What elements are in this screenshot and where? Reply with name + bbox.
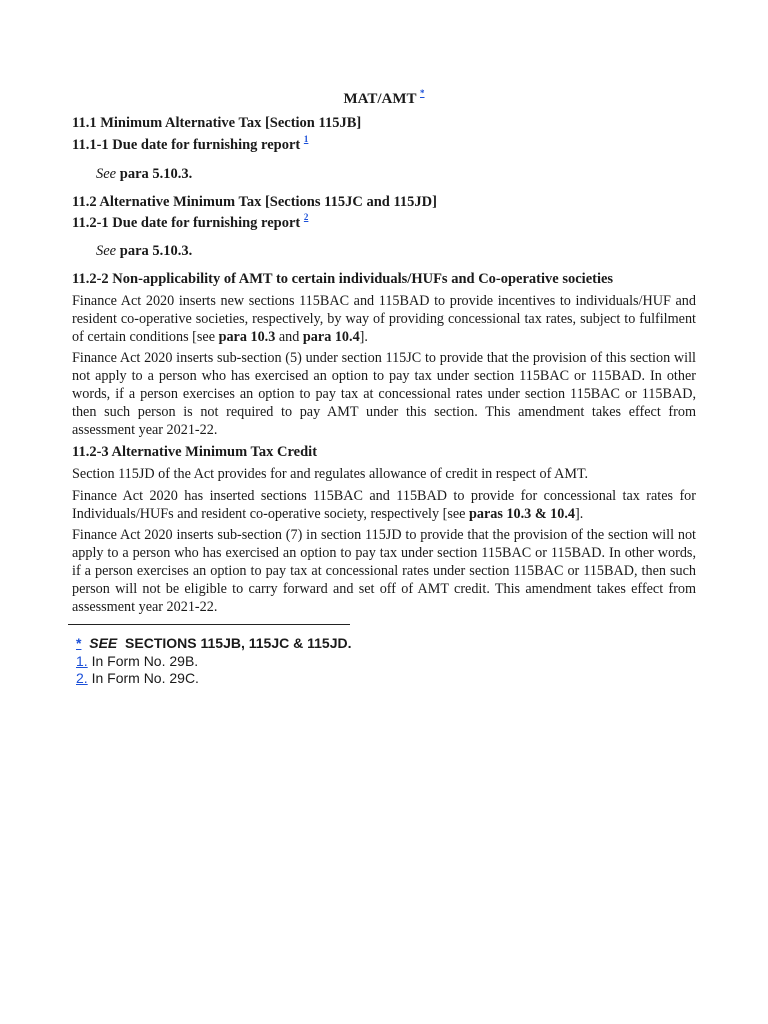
see-reference-1 xyxy=(96,164,192,184)
paragraph-4 xyxy=(72,487,696,523)
footnote-1-text: In Form No. 29B. xyxy=(91,653,199,669)
paras-ref: paras 10.3 & 10.4 xyxy=(469,506,576,522)
footnote-1-link[interactable]: 1 xyxy=(303,134,309,144)
page-title xyxy=(72,89,696,109)
footnote-2-link[interactable]: 2 xyxy=(303,212,309,222)
paragraph-1-text: Finance Act 2020 inserts new sections 115BAC and 115BAD to provide incentives to individuals/HUF and resident co-operative societies, respectively, by way of providing concessional tax rates, subject to fulfilment of certain conditions [see xyxy=(72,293,696,345)
paragraph-1-mid: and xyxy=(275,329,303,345)
heading-11-2-2: 11.2-2 Non-applicability of AMT to certain individuals/HUFs and Co-operative societies xyxy=(72,271,614,287)
heading-11-2: 11.2 Alternative Minimum Tax [Sections 115JC and 115JD] xyxy=(72,194,437,210)
para-ref-10-4: para 10.4 xyxy=(302,329,360,345)
paragraph-4-end: ]. xyxy=(575,506,584,522)
heading-11-2-3: 11.2-3 Alternative Minimum Tax Credit xyxy=(72,444,318,460)
footnote-star-marker[interactable]: * xyxy=(76,635,82,651)
heading-11-2-1-text: 11.2-1 Due date for furnishing report xyxy=(72,215,301,231)
footnote-star-text: SECTIONS 115JB, 115JC & 115JD. xyxy=(125,635,352,651)
para-ref-10-3: para 10.3 xyxy=(218,329,276,345)
footnote-2 xyxy=(76,669,199,687)
footnote-star-see: SEE xyxy=(89,635,118,651)
heading-11-1-1-text: 11.1-1 Due date for furnishing report xyxy=(72,137,301,153)
paragraph-5: Finance Act 2020 inserts sub-section (7) in section 115JD to provide that the provision of the section will not apply to a person who has exercised an option to pay tax under section 115BAC or 115BAD. In other words, if a person exercises an option to pay tax at concessional rates under section 115BAC or 115BAD, then such person will not be eligible to carry forward and set off of AMT credit. This amendment takes effect from assessment year 2021-22. xyxy=(72,527,696,615)
paragraph-2: Finance Act 2020 inserts sub-section (5) under section 115JC to provide that the provision of this section will not apply to a person who has exercised an option to pay tax under section 115BAC or 115BAD. In other words, if a person exercises an option to pay tax at concessional rates under section 115BAC or 115BAD, then such person is not required to pay AMT under this section. This amendment takes effect from assessment year 2021-22. xyxy=(72,350,696,438)
footnote-divider xyxy=(68,624,350,625)
paragraph-1-end: ]. xyxy=(359,329,368,345)
heading-11-2-1 xyxy=(72,213,308,233)
see-label: See xyxy=(96,243,117,259)
footnote-2-text: In Form No. 29C. xyxy=(91,670,199,686)
footnote-1 xyxy=(76,652,198,670)
see-reference-2 xyxy=(96,241,192,261)
title-text: MAT/AMT xyxy=(343,91,417,107)
heading-11-1-1 xyxy=(72,135,308,155)
title-footnote-link[interactable]: * xyxy=(420,88,425,98)
footnote-star xyxy=(76,634,352,652)
see-para: para 5.10.3. xyxy=(119,243,193,259)
paragraph-1 xyxy=(72,292,696,346)
paragraph-4-text: Finance Act 2020 has inserted sections 115BAC and 115BAD to provide for concessional tax rates for Individuals/HUFs and resident co-operative society, respectively [see xyxy=(72,488,696,522)
footnote-2-marker[interactable]: 2. xyxy=(76,670,88,686)
see-para: para 5.10.3. xyxy=(119,166,193,182)
heading-11-1: 11.1 Minimum Alternative Tax [Section 115JB] xyxy=(72,115,362,131)
footnote-1-marker[interactable]: 1. xyxy=(76,653,88,669)
paragraph-3: Section 115JD of the Act provides for and regulates allowance of credit in respect of AMT. xyxy=(72,466,589,482)
see-label: See xyxy=(96,166,117,182)
